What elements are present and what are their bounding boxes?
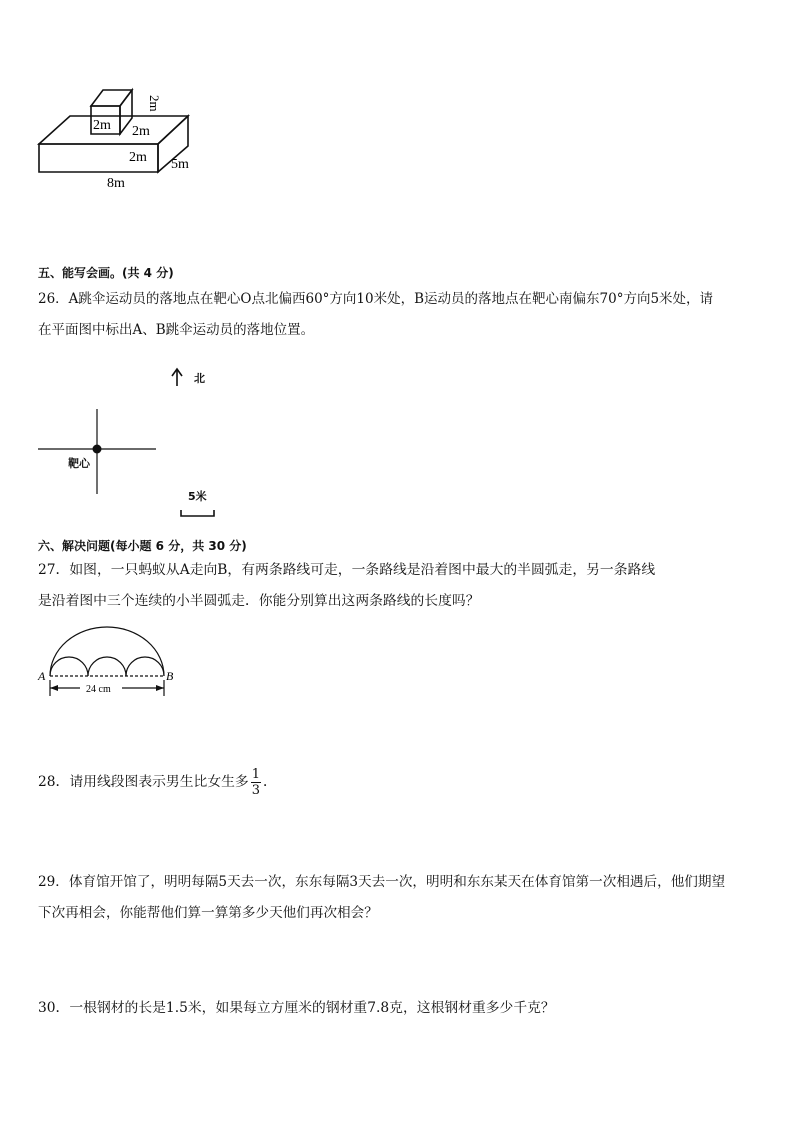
question-28-text: 28．请用线段图表示男生比女生多 xyxy=(38,774,249,790)
question-29-line-2: 下次再相会，你能帮他们算一算第多少天他们再次相会？ xyxy=(38,905,378,921)
point-a-label: A xyxy=(38,669,46,683)
target-center-dot xyxy=(93,445,102,454)
top-cube-height-label: 2m xyxy=(147,95,162,112)
fraction-denominator: 3 xyxy=(251,783,260,798)
base-length-label: 8m xyxy=(107,176,125,191)
base-height-label: 2m xyxy=(129,150,147,165)
target-center-label: 靶心 xyxy=(68,457,90,470)
fraction-numerator: 1 xyxy=(251,767,260,782)
scale-label: 5米 xyxy=(188,490,207,503)
top-cube-depth-label: 2m xyxy=(132,124,150,139)
point-b-label: B xyxy=(166,669,174,683)
question-27-line-1: 27．如图，一只蚂蚁从A走向B，有两条路线可走，一条路线是沿着图中最大的半圆弧走，另一条路线 xyxy=(38,562,656,578)
fraction-one-third xyxy=(251,768,261,797)
arc-length-label: 24 cm xyxy=(86,684,111,695)
question-28-end: ． xyxy=(263,774,277,790)
section-5-heading: 五、能写会画。(共 4 分) xyxy=(38,266,174,280)
question-26-line-2: 在平面图中标出A、B跳伞运动员的落地位置。 xyxy=(38,322,315,338)
question-28 xyxy=(38,764,277,800)
top-cube-front-label: 2m xyxy=(93,118,111,133)
base-depth-label: 5m xyxy=(171,157,189,172)
north-label: 北 xyxy=(194,372,205,385)
question-30: 30．一根钢材的长是1.5米，如果每立方厘米的钢材重7.8克，这根钢材重多少千克？ xyxy=(38,1000,555,1016)
semicircle-path-figure xyxy=(36,622,186,700)
section-6-heading: 六、解决问题(每小题 6 分，共 30 分) xyxy=(38,539,247,553)
question-26-line-1: 26．A跳伞运动员的落地点在靶心O点北偏西60°方向10米处，B运动员的落地点在靶心南偏东70°方向5米处，请 xyxy=(38,291,714,307)
question-29-line-1: 29．体育馆开馆了，明明每隔5天去一次，东东每隔3天去一次，明明和东东某天在体育馆第一次相遇后，他们期望 xyxy=(38,874,726,890)
question-27-line-2: 是沿着图中三个连续的小半圆弧走．你能分别算出这两条路线的长度吗？ xyxy=(38,593,480,609)
cuboid-figure xyxy=(36,84,206,194)
